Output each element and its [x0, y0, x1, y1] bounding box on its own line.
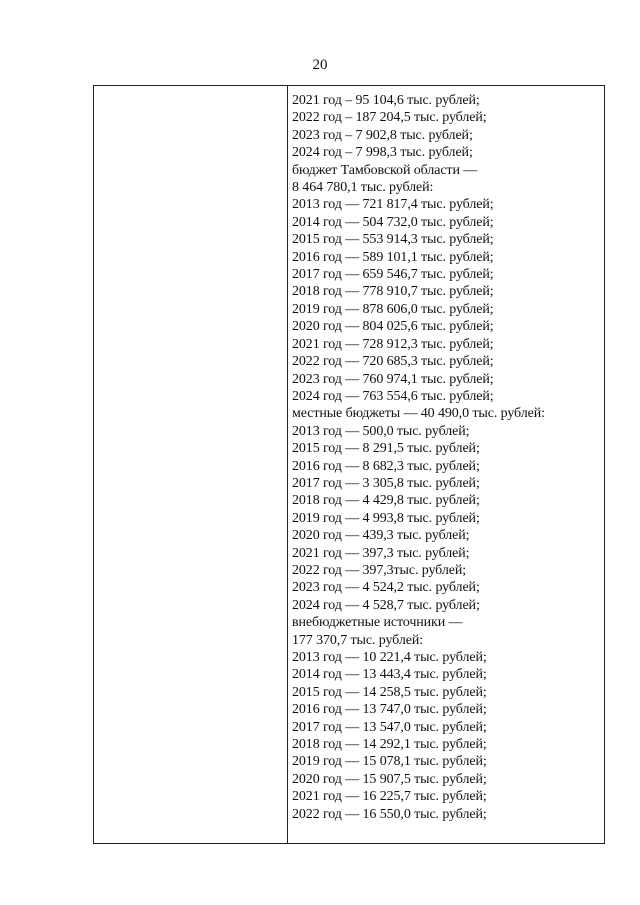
funding-line: 2022 год – 187 204,5 тыс. рублей;: [292, 110, 487, 126]
funding-line: 2017 год — 659 546,7 тыс. рублей;: [292, 267, 494, 283]
funding-line: 2016 год — 13 747,0 тыс. рублей;: [292, 702, 487, 718]
funding-line: 2015 год — 14 258,5 тыс. рублей;: [292, 684, 487, 700]
funding-line: 2018 год — 778 910,7 тыс. рублей;: [292, 284, 494, 300]
funding-line: 2018 год — 4 429,8 тыс. рублей;: [292, 493, 480, 509]
page-number: 20: [312, 57, 328, 73]
funding-line: 2024 год — 4 528,7 тыс. рублей;: [292, 597, 480, 613]
funding-line: 2014 год — 13 443,4 тыс. рублей;: [292, 667, 487, 683]
funding-line: бюджет Тамбовской области —: [292, 162, 478, 178]
funding-line: 2016 год — 589 101,1 тыс. рублей;: [292, 249, 494, 265]
funding-line: 2024 год – 7 998,3 тыс. рублей;: [292, 145, 473, 161]
funding-line: 8 464 780,1 тыс. рублей:: [292, 180, 434, 196]
funding-line: 2022 год — 16 550,0 тыс. рублей;: [292, 806, 487, 822]
funding-line: 177 370,7 тыс. рублей:: [292, 632, 424, 648]
funding-line: 2013 год — 10 221,4 тыс. рублей;: [292, 650, 487, 665]
funding-line: 2013 год — 721 817,4 тыс. рублей;: [292, 197, 494, 213]
funding-list: [292, 92, 545, 823]
funding-line: 2020 год — 15 907,5 тыс. рублей;: [292, 771, 487, 787]
funding-line: 2021 год – 95 104,6 тыс. рублей;: [292, 93, 480, 108]
funding-line: 2023 год — 4 524,2 тыс. рублей;: [292, 580, 480, 596]
funding-line: 2021 год — 397,3 тыс. рублей;: [292, 545, 470, 561]
funding-line: 2018 год — 14 292,1 тыс. рублей;: [292, 737, 487, 753]
funding-line: 2022 год — 397,3тыс. рублей;: [292, 562, 467, 578]
funding-line: 2023 год – 7 902,8 тыс. рублей;: [292, 127, 473, 143]
table-column-divider: [287, 85, 288, 844]
funding-line: 2021 год — 16 225,7 тыс. рублей;: [292, 789, 487, 805]
funding-line: 2019 год — 878 606,0 тыс. рублей;: [292, 301, 494, 317]
funding-line: 2023 год — 760 974,1 тыс. рублей;: [292, 371, 494, 387]
funding-line: 2019 год — 15 078,1 тыс. рублей;: [292, 754, 487, 770]
funding-line: 2015 год — 553 914,3 тыс. рублей;: [292, 232, 494, 248]
funding-line: 2013 год — 500,0 тыс. рублей;: [292, 423, 470, 439]
funding-line: 2017 год — 3 305,8 тыс. рублей;: [292, 475, 480, 491]
funding-line: 2016 год — 8 682,3 тыс. рублей;: [292, 458, 480, 474]
funding-line: 2020 год — 439,3 тыс. рублей;: [292, 528, 470, 544]
funding-line: 2015 год — 8 291,5 тыс. рублей;: [292, 441, 480, 457]
funding-line: 2019 год — 4 993,8 тыс. рублей;: [292, 510, 480, 526]
funding-line: 2014 год — 504 732,0 тыс. рублей;: [292, 214, 494, 230]
funding-line: 2024 год — 763 554,6 тыс. рублей;: [292, 388, 494, 404]
funding-line: местные бюджеты — 40 490,0 тыс. рублей:: [292, 406, 545, 422]
funding-line: 2022 год — 720 685,3 тыс. рублей;: [292, 354, 494, 370]
funding-line: внебюджетные источники —: [292, 615, 463, 631]
funding-line: 2020 год — 804 025,6 тыс. рублей;: [292, 319, 494, 335]
funding-line: 2021 год — 728 912,3 тыс. рублей;: [292, 336, 494, 352]
funding-line: 2017 год — 13 547,0 тыс. рублей;: [292, 719, 487, 735]
